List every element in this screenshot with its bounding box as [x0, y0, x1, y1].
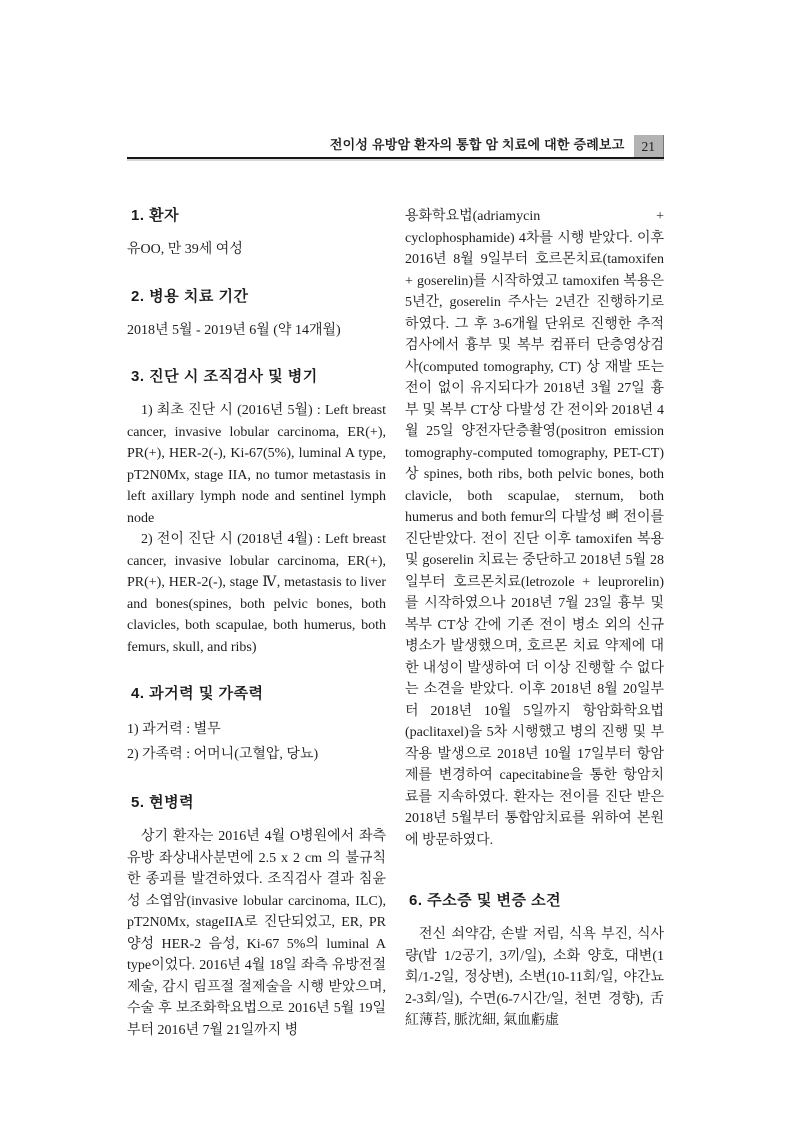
list-item-past-history: 1) 과거력 : 별무 — [127, 722, 221, 737]
section-heading-treatment-period: 2. 병용 치료 기간 — [131, 287, 249, 305]
column-left — [127, 196, 386, 1041]
section-body-present-illness: 상기 환자는 2016년 4월 O병원에서 좌측 유방 좌상내사분면에 2.5 x 2 cm 의 불규칙한 종괴를 발견하였다. 조직검사 결과 침윤성 소엽암(invasive lobular carcinoma, ILC), pT2N0Mx, stageIIA로 진단되었고, ER, PR 양성 HER-2 음성, Ki-67 5%의 luminal A type이었다. 2016년 4월 18일 좌측 유방전절제술, 감시 림프절 절제술을 시행 받았으며, 수술 후 보조화학요법으로 2016년 5월 19일부터 2016년 7월 21일까지 병 — [127, 829, 386, 1038]
section-heading-present-illness: 5. 현병력 — [131, 794, 195, 811]
section-heading-chief-complaint: 6. 주소증 및 변증 소견 — [409, 892, 562, 909]
section-body-treatment-period: 2018년 5월 - 2019년 6월 (약 14개월) — [127, 322, 341, 338]
running-title: 전이성 유방암 환자의 통합 암 치료에 대한 증례보고 — [329, 137, 625, 152]
section-heading-history: 4. 과거력 및 가족력 — [131, 685, 264, 702]
paragraph-metastasis-diagnosis: 2) 전이 진단 시 (2018년 4월) : Left breast cancer, invasive lobular carcinoma, ER(+), PR(+), HER-2(-), stage Ⅳ, metastasis to liver and bones(spines, both pelvic bones, both clavicles, both scapulae, both humerus, both femurs, skull, and ribs) — [127, 532, 386, 655]
list-item-family-history: 2) 가족력 : 어머니(고혈압, 당뇨) — [127, 747, 319, 762]
content-columns — [127, 196, 664, 1041]
section-body-chief-complaint: 전신 쇠약감, 손발 저림, 식욕 부진, 식사량(밥 1/2공기, 3끼/일), 소화 양호, 대변(1회/1-2일, 정상변), 소변(10-11회/일, 야간뇨 2-3회/일), 수면(6-7시간/일, 천면 경향), 舌紅薄苔, 脈沈細, 氣血虧虛 — [405, 927, 664, 1028]
section-heading-patient: 1. 환자 — [131, 207, 180, 224]
section-heading-biopsy-staging: 3. 진단 시 조직검사 및 병기 — [131, 368, 318, 385]
column-right — [405, 196, 664, 1041]
paragraph-initial-diagnosis: 1) 최초 진단 시 (2016년 5월) : Left breast cancer, invasive lobular carcinoma, ER(+), PR(+), HER-2(-), Ki-67(5%), luminal A type, pT2N0Mx, stage IIA, no tumor metastasis in left axillary lymph node and sentinel lymph node — [127, 403, 386, 526]
paragraph-present-illness-continued: 용화학요법(adriamycin + cyclophosphamide) 4차를 시행 받았다. 이후 2016년 8월 9일부터 호르몬치료(tamoxifen + goserelin)를 시작하였고 tamoxifen 복용은 5년간, goserelin 주사는 2년간 진행하기로 하였다. 그 후 3-6개월 단위로 진행한 추적검사에서 흉부 및 복부 컴퓨터 단층영상검사(computed tomography, CT) 상 재발 또는 전이 없이 유지되다가 2018년 3월 27일 흉부 및 복부 CT상 다발성 간 전이와 2018년 4월 25일 양전자단층촬영(positron emission tomography-computed tomography, PET-CT)상 spines, both ribs, both pelvic bones, both clavicle, both scapulae, sternum, both humerus and both femur의 다발성 뼈 전이를 진단받았다. 전이 진단 이후 tamoxifen 복용 및 goserelin 치료는 중단하고 2018년 5월 28일부터 호르몬치료(letrozole + leuprorelin)를 시작하였으나 2018년 7월 23일 흉부 및 복부 CT상 간에 기존 전이 병소 외의 신규 병소가 발생했으며, 호르몬 치료 약제에 대한 내성이 발생하여 더 이상 진행할 수 없다는 소견을 받았다. 이후 2018년 8월 20일부터 2018년 10월 5일까지 항암화학요법(paclitaxel)을 5차 시행했고 병의 진행 및 부작용 발생으로 2018년 10월 17일부터 항암제를 변경하여 capecitabine을 통한 항암치료를 지속하였다. 환자는 전이를 진단 받은 2018년 5월부터 통합암치료를 위하여 본원에 방문하였다. — [405, 209, 664, 848]
column-top-spacer — [405, 196, 664, 206]
section-body-patient: 유OO, 만 39세 여성 — [127, 242, 243, 257]
page-header — [127, 134, 664, 159]
header-rule — [127, 134, 664, 159]
page-number-badge: 21 — [634, 135, 665, 158]
